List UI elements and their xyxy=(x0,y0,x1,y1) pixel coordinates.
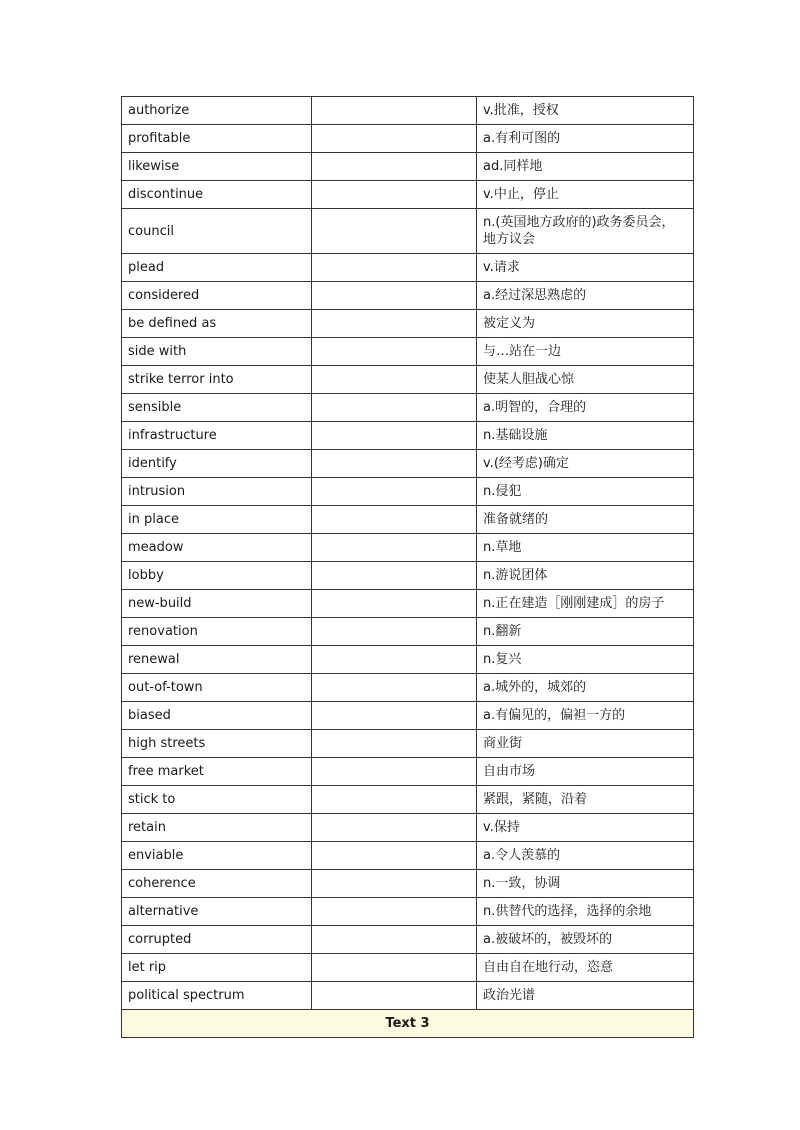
meaning-cell: v.批准，授权 xyxy=(477,97,694,125)
note-cell xyxy=(312,534,477,562)
note-cell xyxy=(312,394,477,422)
table-row xyxy=(122,730,694,758)
word-cell: in place xyxy=(122,506,312,534)
meaning-cell: v.保持 xyxy=(477,814,694,842)
meaning-cell: v.中止，停止 xyxy=(477,181,694,209)
meaning-cell: 被定义为 xyxy=(477,310,694,338)
note-cell xyxy=(312,814,477,842)
table-row xyxy=(122,310,694,338)
meaning-cell: n.一致，协调 xyxy=(477,870,694,898)
section-header-row xyxy=(122,1010,694,1038)
table-row xyxy=(122,646,694,674)
meaning-cell: n.复兴 xyxy=(477,646,694,674)
meaning-cell: 自由市场 xyxy=(477,758,694,786)
meaning-cell: a.明智的，合理的 xyxy=(477,394,694,422)
note-cell xyxy=(312,702,477,730)
word-cell: stick to xyxy=(122,786,312,814)
note-cell xyxy=(312,366,477,394)
table-row xyxy=(122,982,694,1010)
table-row xyxy=(122,674,694,702)
table-row xyxy=(122,422,694,450)
note-cell xyxy=(312,562,477,590)
word-cell: biased xyxy=(122,702,312,730)
word-cell: coherence xyxy=(122,870,312,898)
table-row xyxy=(122,478,694,506)
word-cell: corrupted xyxy=(122,926,312,954)
word-cell: discontinue xyxy=(122,181,312,209)
word-cell: likewise xyxy=(122,153,312,181)
word-cell: considered xyxy=(122,282,312,310)
note-cell xyxy=(312,926,477,954)
table-row xyxy=(122,954,694,982)
word-cell: alternative xyxy=(122,898,312,926)
table-row xyxy=(122,870,694,898)
table-row xyxy=(122,926,694,954)
word-cell: identify xyxy=(122,450,312,478)
note-cell xyxy=(312,422,477,450)
word-cell: lobby xyxy=(122,562,312,590)
word-cell: meadow xyxy=(122,534,312,562)
note-cell xyxy=(312,310,477,338)
meaning-cell: v.(经考虑)确定 xyxy=(477,450,694,478)
table-row xyxy=(122,97,694,125)
note-cell xyxy=(312,954,477,982)
word-cell: renewal xyxy=(122,646,312,674)
table-row xyxy=(122,534,694,562)
word-cell: side with xyxy=(122,338,312,366)
vocabulary-body xyxy=(122,97,694,1010)
table-row xyxy=(122,562,694,590)
table-row xyxy=(122,506,694,534)
note-cell xyxy=(312,898,477,926)
meaning-cell: 政治光谱 xyxy=(477,982,694,1010)
table-row xyxy=(122,338,694,366)
meaning-cell: a.经过深思熟虑的 xyxy=(477,282,694,310)
note-cell xyxy=(312,618,477,646)
table-row xyxy=(122,814,694,842)
note-cell xyxy=(312,153,477,181)
note-cell xyxy=(312,674,477,702)
table-row xyxy=(122,125,694,153)
note-cell xyxy=(312,786,477,814)
word-cell: renovation xyxy=(122,618,312,646)
table-row xyxy=(122,898,694,926)
table-row xyxy=(122,254,694,282)
note-cell xyxy=(312,125,477,153)
note-cell xyxy=(312,730,477,758)
meaning-cell: 紧跟，紧随，沿着 xyxy=(477,786,694,814)
meaning-cell: a.有偏见的，偏袒一方的 xyxy=(477,702,694,730)
meaning-cell: 准备就绪的 xyxy=(477,506,694,534)
word-cell: enviable xyxy=(122,842,312,870)
word-cell: profitable xyxy=(122,125,312,153)
vocabulary-table xyxy=(121,96,694,1038)
meaning-cell: a.被破坏的，被毁坏的 xyxy=(477,926,694,954)
note-cell xyxy=(312,97,477,125)
meaning-cell: 商业街 xyxy=(477,730,694,758)
word-cell: plead xyxy=(122,254,312,282)
note-cell xyxy=(312,590,477,618)
word-cell: free market xyxy=(122,758,312,786)
table-row xyxy=(122,450,694,478)
word-cell: authorize xyxy=(122,97,312,125)
word-cell: new-build xyxy=(122,590,312,618)
meaning-cell: a.令人羡慕的 xyxy=(477,842,694,870)
meaning-cell: ad.同样地 xyxy=(477,153,694,181)
note-cell xyxy=(312,254,477,282)
meaning-cell: a.城外的，城郊的 xyxy=(477,674,694,702)
meaning-cell: n.供替代的选择，选择的余地 xyxy=(477,898,694,926)
note-cell xyxy=(312,181,477,209)
table-row xyxy=(122,786,694,814)
table-row xyxy=(122,758,694,786)
word-cell: sensible xyxy=(122,394,312,422)
word-cell: council xyxy=(122,209,312,254)
meaning-cell: n.翻新 xyxy=(477,618,694,646)
section-title: Text 3 xyxy=(122,1010,694,1038)
word-cell: intrusion xyxy=(122,478,312,506)
note-cell xyxy=(312,758,477,786)
table-row xyxy=(122,366,694,394)
note-cell xyxy=(312,478,477,506)
table-row xyxy=(122,702,694,730)
word-cell: infrastructure xyxy=(122,422,312,450)
meaning-cell: n.正在建造［刚刚建成］的房子 xyxy=(477,590,694,618)
meaning-cell: v.请求 xyxy=(477,254,694,282)
table-row xyxy=(122,618,694,646)
meaning-cell: n.(英国地方政府的)政务委员会，地方议会 xyxy=(477,209,694,254)
table-row xyxy=(122,842,694,870)
note-cell xyxy=(312,870,477,898)
meaning-cell: a.有利可图的 xyxy=(477,125,694,153)
table-row xyxy=(122,209,694,254)
word-cell: retain xyxy=(122,814,312,842)
meaning-cell: n.草地 xyxy=(477,534,694,562)
note-cell xyxy=(312,982,477,1010)
word-cell: be defined as xyxy=(122,310,312,338)
note-cell xyxy=(312,282,477,310)
meaning-cell: 与…站在一边 xyxy=(477,338,694,366)
table-row xyxy=(122,282,694,310)
table-row xyxy=(122,153,694,181)
meaning-cell: 自由自在地行动，恣意 xyxy=(477,954,694,982)
table-row xyxy=(122,181,694,209)
table-row xyxy=(122,590,694,618)
note-cell xyxy=(312,450,477,478)
word-cell: high streets xyxy=(122,730,312,758)
meaning-cell: 使某人胆战心惊 xyxy=(477,366,694,394)
word-cell: strike terror into xyxy=(122,366,312,394)
meaning-cell: n.侵犯 xyxy=(477,478,694,506)
note-cell xyxy=(312,338,477,366)
note-cell xyxy=(312,646,477,674)
note-cell xyxy=(312,842,477,870)
word-cell: let rip xyxy=(122,954,312,982)
meaning-cell: n.游说团体 xyxy=(477,562,694,590)
meaning-cell: n.基础设施 xyxy=(477,422,694,450)
note-cell xyxy=(312,506,477,534)
table-row xyxy=(122,394,694,422)
word-cell: out-of-town xyxy=(122,674,312,702)
note-cell xyxy=(312,209,477,254)
word-cell: political spectrum xyxy=(122,982,312,1010)
